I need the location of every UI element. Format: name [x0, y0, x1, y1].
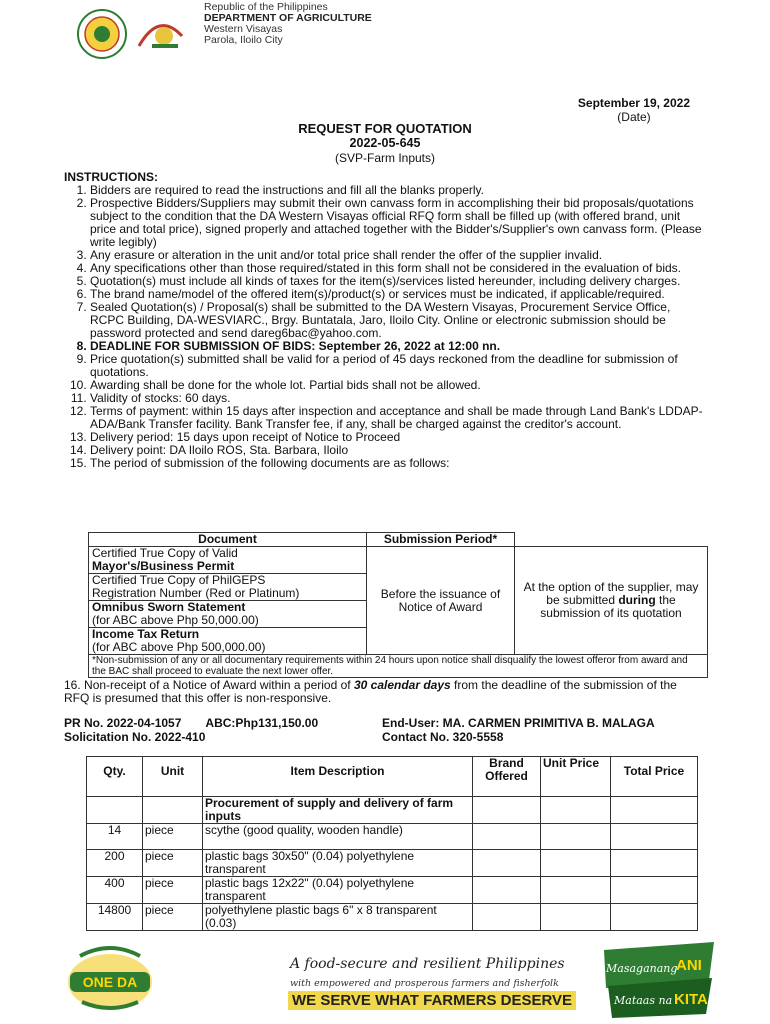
unit-price-cell[interactable]: [541, 824, 611, 850]
total-price-cell[interactable]: [611, 877, 698, 904]
address-line: Parola, Iloilo City: [204, 34, 283, 46]
footer-subline: with empowered and prosperous farmers and fisherfolk: [290, 978, 559, 989]
document-row: [89, 547, 367, 574]
instruction-item: 6. The brand name/model of the offered item(s)/product(s) or services must be indicated, if applicable/required.: [90, 288, 704, 301]
document-line: Mayor's/Business Permit: [92, 559, 235, 573]
pr-number: PR No. 2022-04-1057: [64, 716, 182, 730]
document-line: (for ABC above Php 500,000.00): [92, 640, 266, 654]
ani-logo-text: ANI: [676, 957, 702, 974]
total-price-header: Total Price: [611, 757, 698, 797]
instruction-item: 3. Any erasure or alteration in the unit and/or total price shall render the offer of the supplier invalid.: [90, 249, 704, 262]
instruction-16: [64, 679, 704, 705]
enduser-block: [382, 716, 655, 744]
instruction-text: Non-receipt of a Notice of Award within a period of: [84, 678, 354, 692]
period-option: [515, 547, 708, 655]
rfq-title: REQUEST FOR QUOTATION: [298, 121, 472, 136]
brand-cell[interactable]: [473, 797, 541, 824]
instruction-item: 8. DEADLINE FOR SUBMISSION OF BIDS: September 26, 2022 at 12:00 nn.: [90, 340, 704, 353]
instructions-heading: INSTRUCTIONS:: [64, 170, 158, 184]
instruction-item: 1. Bidders are required to read the instructions and fill all the blanks properly.: [90, 184, 704, 197]
total-price-cell[interactable]: [611, 824, 698, 850]
brand-cell[interactable]: [473, 850, 541, 877]
brand-header: Brand Offered: [473, 757, 541, 797]
document-line: Certified True Copy of Valid: [92, 546, 238, 560]
instruction-text: from the deadline of the submission of the RFQ is presumed that this offer is non-responsive.: [64, 678, 677, 705]
description-cell: polyethylene plastic bags 6" x 8 transparent (0.03): [203, 904, 473, 931]
instruction-item: 11. Validity of stocks: 60 days.: [90, 392, 704, 405]
republic-line: Republic of the Philippines: [204, 1, 328, 13]
total-price-cell[interactable]: [611, 904, 698, 931]
unit-price-cell[interactable]: [541, 797, 611, 824]
qty-cell: 200: [87, 850, 143, 877]
instruction-item: 13. Delivery period: 15 days upon receipt of Notice to Proceed: [90, 431, 704, 444]
instruction-item: 4. Any specifications other than those required/stated in this form shall not be considered in the evaluation of bids.: [90, 262, 704, 275]
documents-table: [88, 532, 708, 678]
brand-cell[interactable]: [473, 904, 541, 931]
instruction-number: 16.: [64, 678, 81, 692]
description-cell: plastic bags 12x22" (0.04) polyethylene transparent: [203, 877, 473, 904]
total-price-cell[interactable]: [611, 797, 698, 824]
items-table: [86, 756, 698, 931]
period-before-award: Before the issuance of Notice of Award: [367, 547, 515, 655]
da-seal-icon: [64, 6, 194, 62]
date-value: September 19, 2022: [577, 96, 690, 110]
document-line: Omnibus Sworn Statement: [92, 600, 246, 614]
agency-header: [204, 2, 372, 46]
ani-logo-text: Mataas na: [614, 994, 673, 1007]
document-line: Income Tax Return: [92, 627, 200, 641]
section-title: Procurement of supply and delivery of farm inputs: [203, 797, 473, 824]
document-line: (for ABC above Php 50,000.00): [92, 613, 259, 627]
instruction-item: 9. Price quotation(s) submitted shall be valid for a period of 45 days reckoned from the deadline for submission of quotations.: [90, 353, 704, 379]
documents-col-header: Document: [89, 533, 367, 547]
unit-header: Unit: [143, 757, 203, 797]
instruction-item: 5. Quotation(s) must include all kinds of taxes for the item(s)/services listed hereunder, including delivery charges.: [90, 275, 704, 288]
qty-header: Qty.: [87, 757, 143, 797]
total-price-cell[interactable]: [611, 850, 698, 877]
description-cell: scythe (good quality, wooden handle): [203, 824, 473, 850]
unit-price-cell[interactable]: [541, 850, 611, 877]
period-option-text: At the option of the supplier, may be submitted: [523, 580, 699, 607]
ani-logo-text: KITA: [674, 991, 708, 1008]
footer-tagline: A food-secure and resilient Philippines: [290, 956, 565, 972]
oneda-logo-text: ONE DA: [82, 974, 138, 990]
description-header: Item Description: [203, 757, 473, 797]
contact-number: Contact No. 320-5558: [382, 730, 504, 744]
date-label: (Date): [617, 110, 651, 124]
masaganang-ani-logo-icon: [594, 940, 724, 1020]
unit-cell: piece: [143, 877, 203, 904]
period-option-text: the submission of its quotation: [540, 593, 682, 620]
instructions: [64, 171, 704, 470]
document-line: Certified True Copy of PhilGEPS: [92, 573, 266, 587]
end-user: End-User: MA. CARMEN PRIMITIVA B. MALAGA: [382, 716, 655, 730]
instruction-item: 12. Terms of payment: within 15 days after inspection and acceptance and shall be made through Land Bank's LDDAP-ADA/Bank Transfer facility. Bank Transfer fee, if any, shall be charged against the creditor's account.: [90, 405, 704, 431]
submission-col-header: Submission Period*: [367, 533, 515, 547]
oneda-logo-icon: [60, 944, 160, 1014]
region-line: Western Visayas: [204, 23, 283, 35]
document-title: [0, 121, 770, 166]
unit-cell: piece: [143, 824, 203, 850]
rfq-subtitle: (SVP-Farm Inputs): [334, 151, 436, 165]
unit-cell: piece: [143, 850, 203, 877]
department-line: DEPARTMENT OF AGRICULTURE: [204, 12, 372, 24]
description-cell: plastic bags 30x50" (0.04) polyethylene transparent: [203, 850, 473, 877]
unit-cell: [143, 797, 203, 824]
qty-cell: 14800: [87, 904, 143, 931]
brand-cell[interactable]: [473, 877, 541, 904]
unit-cell: piece: [143, 904, 203, 931]
abc-amount: ABC:Php131,150.00: [205, 716, 319, 730]
date-block: [578, 96, 690, 124]
instruction-item: 15. The period of submission of the following documents are as follows:: [90, 457, 704, 470]
document-row: [89, 574, 367, 601]
ani-logo-text: Masaganang: [606, 962, 678, 975]
footer-motto: WE SERVE WHAT FARMERS DESERVE: [288, 991, 576, 1010]
document-row: [89, 628, 367, 655]
instruction-item: 7. Sealed Quotation(s) / Proposal(s) shall be submitted to the DA Western Visayas, Procurement Service Office, RCPC Building, DA-WESVIARC., Brgy. Buntatala, Jaro, Iloilo City. Online or electronic submission should be password protected and send dareg6bac@yahoo.com.: [90, 301, 704, 340]
unit-price-cell[interactable]: [541, 877, 611, 904]
qty-cell: 14: [87, 824, 143, 850]
instruction-item: 10. Awarding shall be done for the whole lot. Partial bids shall not be allowed.: [90, 379, 704, 392]
brand-cell[interactable]: [473, 824, 541, 850]
blank-header: [515, 533, 708, 547]
instruction-emphasis: 30 calendar days: [353, 678, 451, 692]
documents-note: *Non-submission of any or all documentary requirements within 24 hours upon notice shall disqualify the lowest offeror from award and the BAC shall proceed to evaluate the next lower offer.: [89, 655, 708, 678]
document-line: Registration Number (Red or Platinum): [92, 586, 300, 600]
unit-price-cell[interactable]: [541, 904, 611, 931]
qty-cell: 400: [87, 877, 143, 904]
document-row: [89, 601, 367, 628]
unit-price-header: Unit Price: [541, 757, 611, 797]
period-option-emphasis: during: [618, 593, 656, 607]
rfq-number: 2022-05-645: [349, 136, 421, 150]
instructions-list: [64, 184, 704, 470]
pr-block: [64, 716, 318, 744]
qty-cell: [87, 797, 143, 824]
solicitation-number: Solicitation No. 2022-410: [64, 730, 206, 744]
instruction-item: 2. Prospective Bidders/Suppliers may submit their own canvass form in accomplishing their bid proposals/quotations subject to the condition that the DA Western Visayas official RFQ form shall be filled up (with offered brand, unit price and total price), signed properly and attached together with the Bidder's/Supplier's own canvass form. (Please write legibly): [90, 197, 704, 249]
instruction-item: 14. Delivery point: DA Iloilo ROS, Sta. Barbara, Iloilo: [90, 444, 704, 457]
